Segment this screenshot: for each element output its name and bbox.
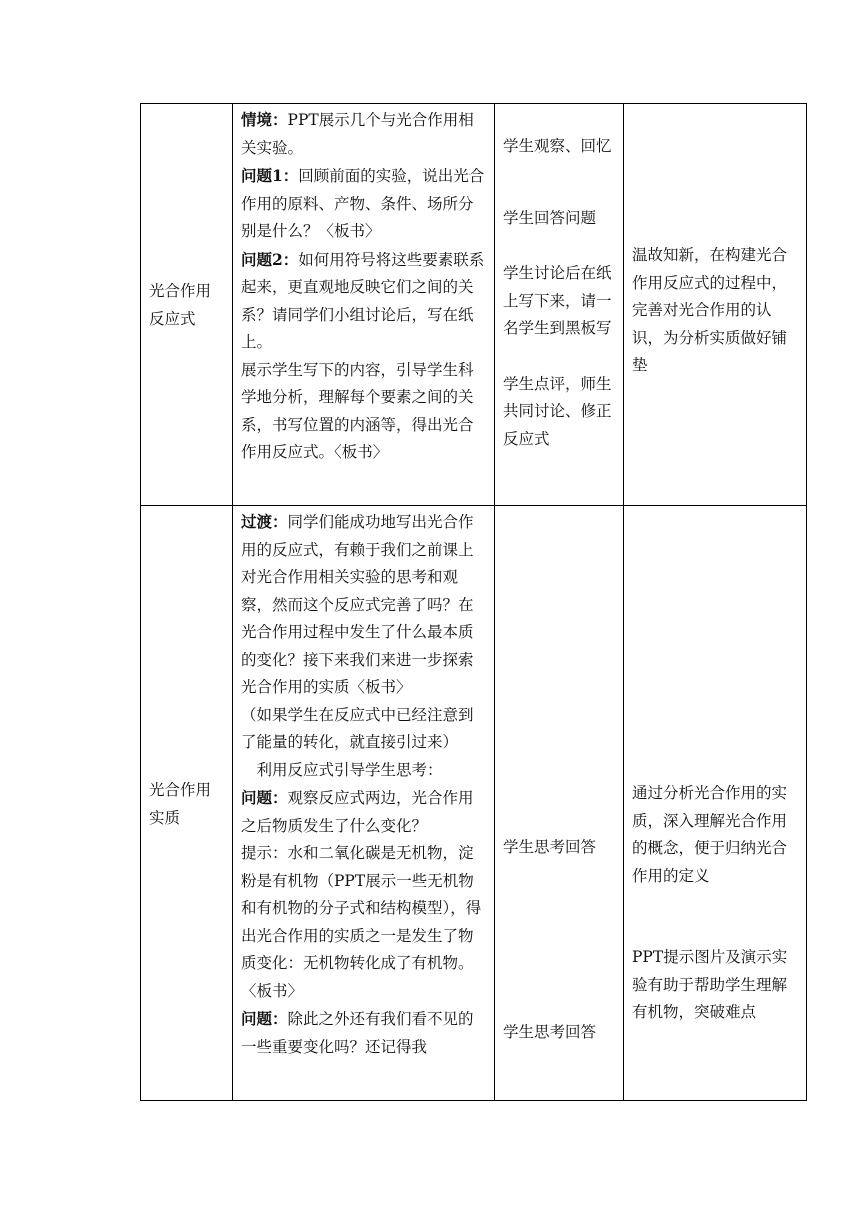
student-activity-cell: [495, 506, 624, 1101]
table-row: [141, 506, 807, 1101]
question-2-paragraph: [241, 246, 488, 357]
topic-line: 实质: [149, 809, 181, 827]
student-activity: 学生点评，师生共同讨论、修正反应式: [503, 374, 612, 448]
question-1-label: 问题1：: [241, 166, 299, 185]
topic-line: 光合作用: [149, 281, 212, 300]
guide-paragraph: 利用反应式引导学生思考：: [256, 760, 443, 779]
question-2-label: 问题：: [241, 1009, 288, 1028]
show-paragraph: 展示学生写下的内容，引导学生科学地分析，理解每个要素之间的关系，书写位置的内涵等，得出光合作用反应式。〈板书〉: [241, 360, 474, 461]
situation-text: PPT展示几个与光合作用相关实验。: [241, 111, 474, 157]
student-activity: 学生讨论后在纸上写下来，请一名学生到黑板写: [503, 264, 612, 337]
student-activity: 学生思考回答: [503, 1022, 597, 1041]
situation-paragraph: [241, 106, 488, 162]
question-label: 问题：: [241, 788, 288, 807]
question-2-text: 除此之外还有我们看不见的一些重要变化吗？还记得我: [241, 1010, 474, 1056]
question-2-text: 如何用符号将这些要素联系起来，更直观地反映它们之间的关系？请同学们小组讨论后，写在纸上。: [241, 250, 485, 351]
design-purpose: 温故知新，在构建光合作用反应式的过程中，完善对光合作用的认识，为分析实质做好铺垫: [632, 246, 788, 374]
topic-cell: [141, 104, 233, 506]
lesson-plan-table: [140, 103, 807, 1101]
student-activity: 学生回答问题: [503, 208, 597, 227]
transition-label: 过渡：: [241, 512, 288, 531]
table-row: [141, 104, 807, 506]
design-purpose-cell: [624, 506, 807, 1101]
topic-line: 反应式: [149, 309, 196, 328]
question-paragraph: [241, 784, 488, 840]
teacher-activity-cell: [233, 506, 495, 1101]
question-2-label: 问题2：: [241, 249, 299, 269]
question-text: 观察反应式两边，光合作用之后物质发生了什么变化？: [241, 789, 474, 835]
hint-paragraph: 提示：水和二氧化碳是无机物，淀粉是有机物（PPT展示一些无机物和有机物的分子式和结构模型），得出光合作用的实质之一是发生了物质变化：无机物转化成了有机物。〈板书〉: [241, 844, 482, 1000]
student-activity: 学生观察、回忆: [503, 137, 612, 155]
note-paragraph: （如果学生在反应式中已经注意到了能量的转化，就直接引过来）: [241, 705, 474, 751]
design-purpose: PPT提示图片及演示实验有助于帮助学生理解有机物，突破难点: [632, 948, 788, 1021]
transition-paragraph: [241, 508, 488, 702]
situation-label: 情境：: [241, 110, 288, 129]
question-1-paragraph: [241, 162, 488, 246]
design-purpose-cell: [624, 104, 807, 506]
question-1-text: 回顾前面的实验，说出光合作用的原料、产物、条件、场所分别是什么？〈板书〉: [241, 167, 485, 240]
topic-cell: [141, 506, 233, 1101]
teacher-activity-cell: [233, 104, 495, 506]
student-activity: 学生思考回答: [503, 838, 597, 856]
topic-line: 光合作用: [149, 781, 212, 799]
question-2-paragraph: [241, 1005, 488, 1061]
design-purpose: 通过分析光合作用的实质，深入理解光合作用的概念，便于归纳光合作用的定义: [632, 784, 788, 885]
transition-text: 同学们能成功地写出光合作用的反应式，有赖于我们之前课上对光合作用相关实验的思考和观察，然而这个反应式完善了吗？在光合作用过程中发生了什么最本质的变化？接下来我们来进一步探索光合作用的实质〈板书〉: [241, 513, 474, 696]
student-activity-cell: [495, 104, 624, 506]
